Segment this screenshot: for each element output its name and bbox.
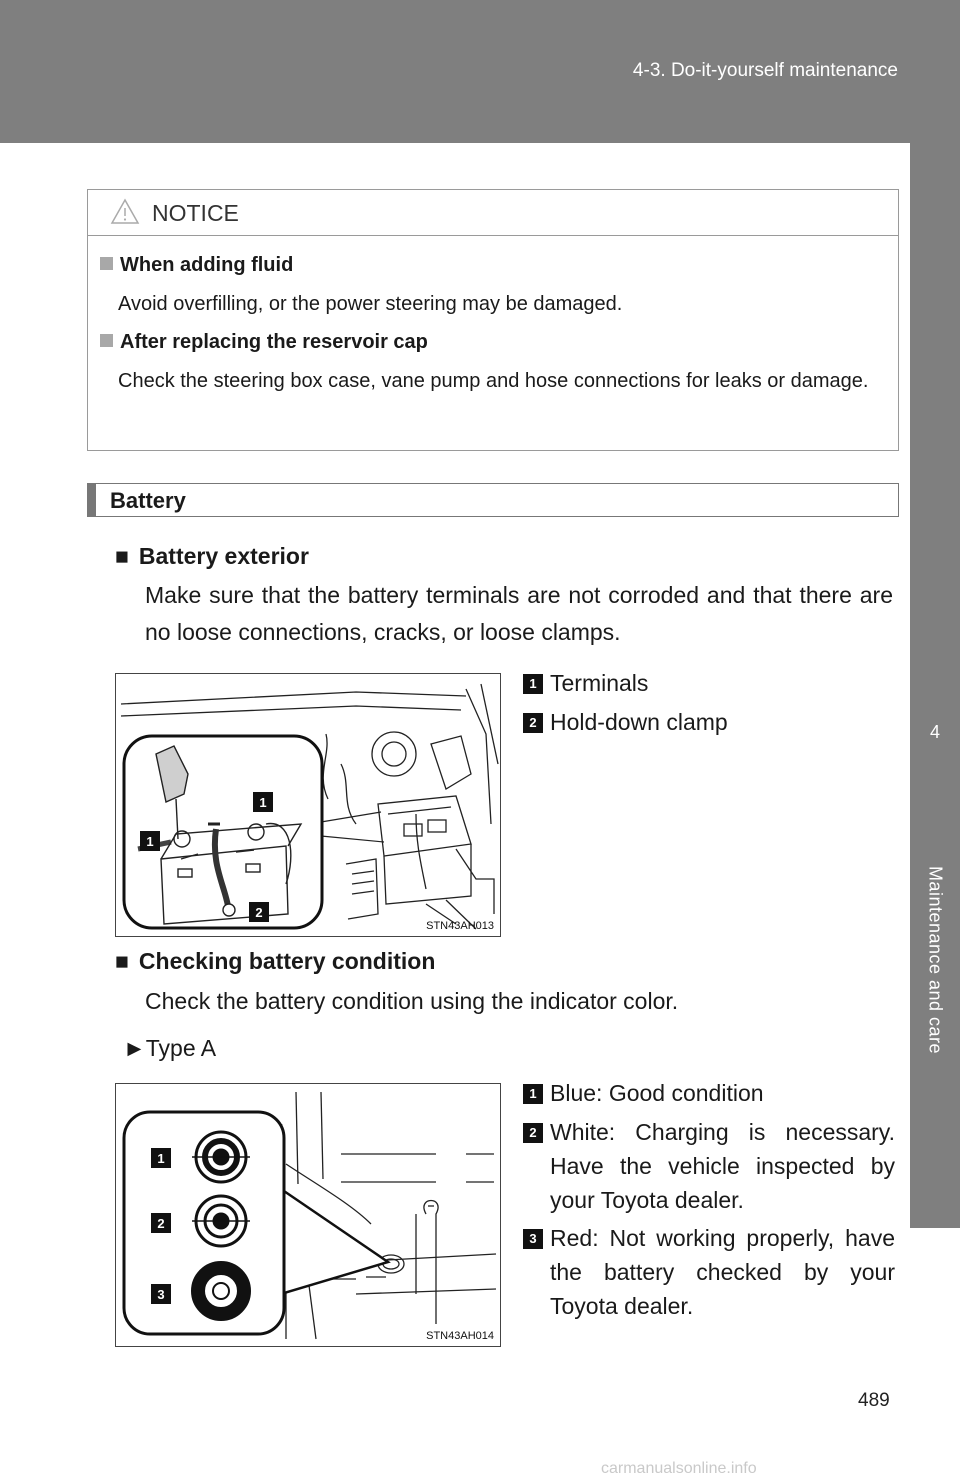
notice-item-heading: When adding fluid xyxy=(100,254,293,277)
chapter-number: 4 xyxy=(929,722,940,742)
square-bullet-icon xyxy=(100,334,113,347)
figure-tag-1: 1 xyxy=(157,1151,165,1166)
indicator-illustration xyxy=(116,1084,500,1346)
battery-indicator-figure xyxy=(115,1083,501,1347)
callout-label: White: Charging is necessary. Have the vehicle inspected by your Toyota dealer. xyxy=(550,1119,895,1213)
chapter-side-tab xyxy=(910,143,960,1228)
callout-number: 1 xyxy=(523,674,543,694)
callout-item xyxy=(523,1076,895,1110)
section-heading-bar xyxy=(87,483,899,517)
callout-item xyxy=(523,666,895,700)
callout-number: 3 xyxy=(523,1229,543,1249)
watermark: carmanualsonline.info xyxy=(601,1460,757,1477)
notice-item-text: Check the steering box case, vane pump and hose connections for leaks or damage. xyxy=(118,370,869,392)
figure-tag-1b: 1 xyxy=(146,834,154,849)
figure-code: STN43AH013 xyxy=(426,920,494,932)
type-label: ►Type A xyxy=(123,1035,217,1061)
engine-bay-illustration xyxy=(116,674,500,936)
page-number: 489 xyxy=(858,1390,890,1411)
notice-header xyxy=(88,190,898,236)
figure-code: STN43AH014 xyxy=(426,1330,494,1342)
callout-number: 2 xyxy=(523,713,543,733)
notice-item-text: Avoid overfilling, or the power steering may be damaged. xyxy=(118,293,623,315)
subsection-text: Check the battery condition using the indicator color. xyxy=(145,988,679,1014)
callout-item xyxy=(523,705,895,739)
figure-tag-2: 2 xyxy=(157,1216,165,1231)
callout-label: Blue: Good condition xyxy=(550,1080,764,1106)
warning-icon xyxy=(110,198,140,225)
chapter-label: Maintenance and care xyxy=(925,865,946,1055)
callout-label: Red: Not working properly, have the battery checked by your Toyota dealer. xyxy=(550,1225,895,1319)
callout-number: 1 xyxy=(523,1084,543,1104)
callout-item xyxy=(523,1221,895,1323)
square-bullet-icon xyxy=(100,257,113,270)
section-title: Battery xyxy=(110,488,186,513)
figure-tag-2: 2 xyxy=(255,905,263,920)
battery-exterior-figure xyxy=(115,673,501,937)
callout-number: 2 xyxy=(523,1123,543,1143)
notice-title: NOTICE xyxy=(152,200,239,226)
notice-box xyxy=(87,189,899,451)
subsection-heading: ■ Checking battery condition xyxy=(115,948,436,974)
page-header xyxy=(0,0,960,143)
type-marker-icon: ► xyxy=(123,1035,146,1061)
callout-label: Hold-down clamp xyxy=(550,709,728,735)
notice-item-heading: After replacing the reservoir cap xyxy=(100,331,428,354)
figure-tag-3: 3 xyxy=(157,1287,165,1302)
figure-tag-1: 1 xyxy=(259,795,267,810)
subsection-text: Make sure that the battery terminals are not corroded and that there are no loose connections, cracks, or loose clamps. xyxy=(145,582,893,645)
callout-label: Terminals xyxy=(550,670,649,696)
header-title: 4-3. Do-it-yourself maintenance xyxy=(632,60,898,81)
callout-item xyxy=(523,1115,895,1217)
chapter-number-box xyxy=(912,692,958,818)
subsection-heading: ■ Battery exterior xyxy=(115,543,309,569)
